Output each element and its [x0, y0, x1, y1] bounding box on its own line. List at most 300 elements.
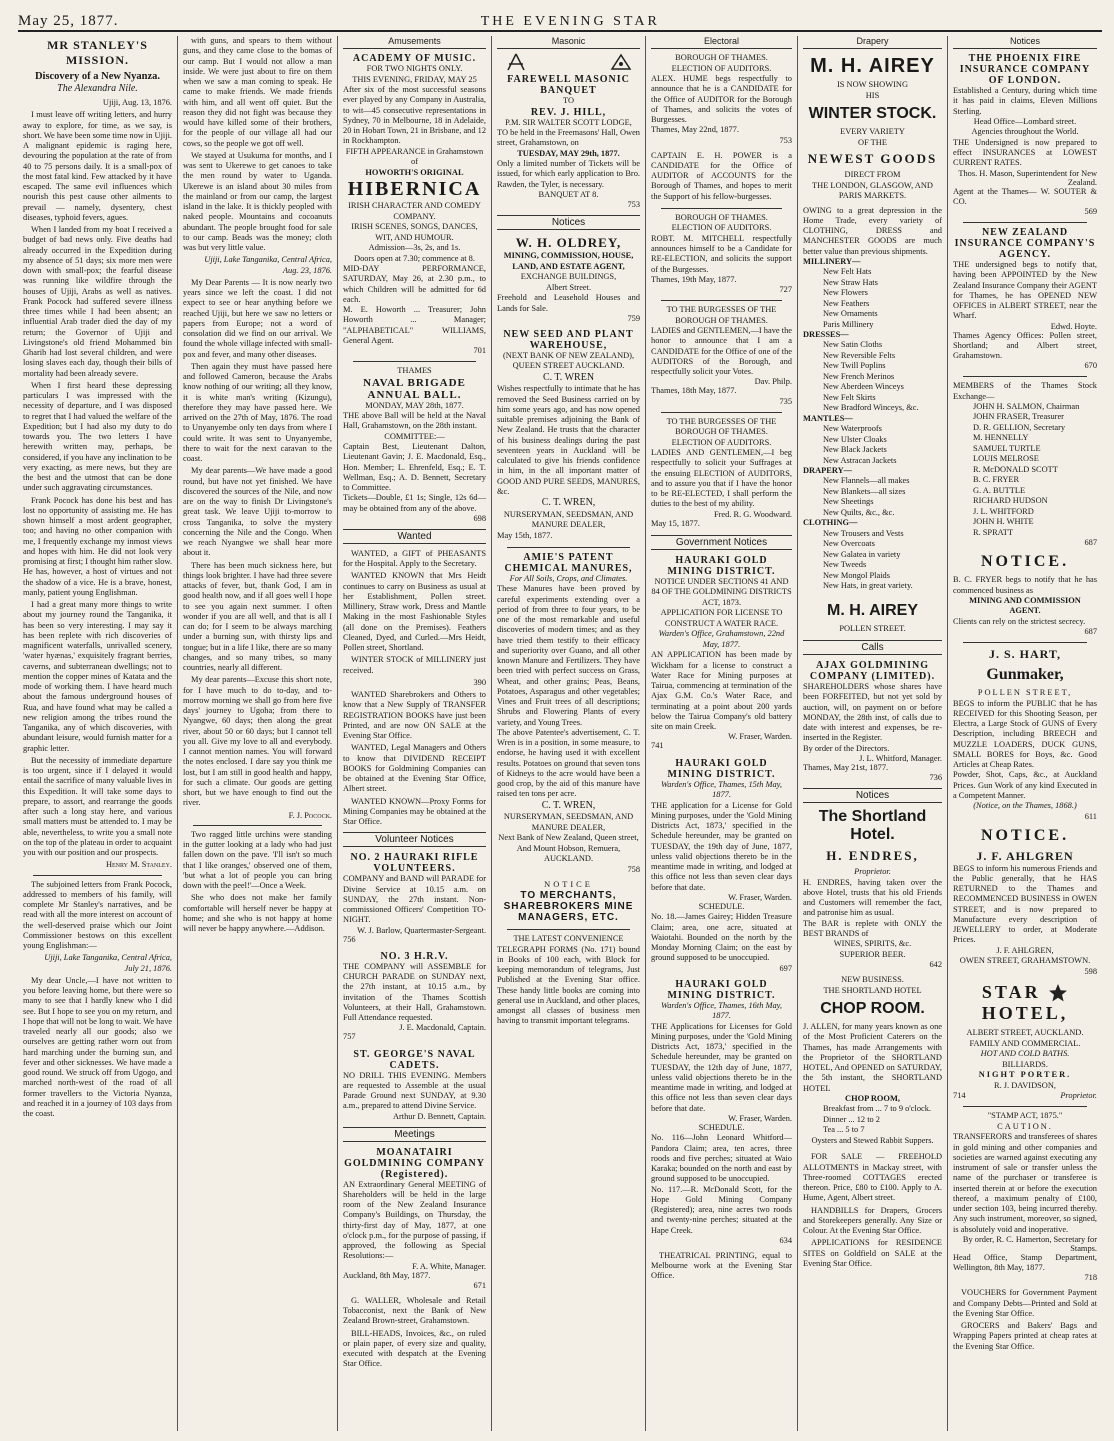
chop-room-ad — [803, 975, 942, 1146]
ad-line: Admission—3s, 2s, and 1s. — [368, 243, 461, 252]
category-heading: MANTLES— — [803, 413, 853, 423]
ad-signature: Dav. Philp. — [754, 377, 792, 387]
list-item: New Flowers — [823, 288, 868, 297]
ad-line: MONDAY, MAY 28th, 1877. — [365, 400, 464, 410]
ad-number: 701 — [473, 346, 486, 355]
ad-line: TUESDAY, MAY 29th, 1877. — [517, 148, 620, 158]
ad-signature: W. Fraser, Warden. — [728, 1113, 792, 1123]
ad-body: Thames Agency Offices: Pollen street, Shortland; and Albert street, Grahamstown. — [953, 330, 1097, 360]
ad-title: ACADEMY OF MUSIC. — [352, 53, 477, 64]
list-item: R. SPRATT — [973, 527, 1014, 537]
list-item: New Reversible Felts — [823, 350, 896, 360]
divider — [661, 412, 782, 413]
masthead-title: THE EVENING STAR — [480, 14, 660, 29]
column-6-drapery — [798, 36, 948, 1431]
ad-line: OF THE — [858, 137, 887, 147]
ad-body: H. ENDRES, having taken over the above Hotel, trusts that his old Friends and Customers will remember the fact, and patronise him as usual. — [803, 877, 942, 918]
ad-title: MOANATAIRI GOLDMINING COMPANY (Registered). — [344, 1146, 485, 1180]
ad-line: Head Office—Lombard street. — [973, 116, 1077, 126]
column-3-amusements — [338, 36, 492, 1431]
ad-signature: W. J. Barlow, Quartermaster-Sergeant. — [357, 925, 486, 935]
ad-line: OWEN STREET, GRAHAMSTOWN. — [959, 956, 1091, 965]
ad-body: LADIES and GENTLEMEN,—I have the honor to announce that I am a CANDIDATE for the Office of one of the AUDITORS of the Borough, and respectfully solicit your Votes. — [651, 326, 792, 376]
nz-insurance-ad — [953, 227, 1097, 370]
mining-license-notice-2 — [651, 979, 792, 1245]
ad-line: (NEXT BANK OF NEW ZEALAND), QUEEN STREET AUCKLAND. — [502, 350, 635, 371]
ad-title: NEW SEED AND PLANT WAREHOUSE, — [503, 328, 634, 351]
ad-title: FAREWELL MASONIC BANQUET — [507, 74, 630, 96]
ad-line: P.M. SIR WALTER SCOTT LODGE, — [505, 117, 632, 127]
divider — [661, 300, 782, 301]
ad-line: ELECTION OF AUDITORS. — [671, 223, 772, 233]
ad-line: J. F. AHLGREN, — [996, 945, 1054, 955]
ad-headline — [953, 982, 1097, 1025]
article-paragraph: Then again they must have passed here and followed Cameron, because the Arabs know nothing of our writing; all they know, it is white man's writing (Kizungu), therefore they may have passed here. We arrived on the 27th of May, 1876. The road to Unyanyembe only ten days from where I could write. It was sent to Unyanyembe, there to wait for the next caravan to the coast. — [183, 361, 332, 463]
list-item: M. HENNELLY — [973, 433, 1029, 443]
ad-number: 598 — [1084, 966, 1097, 976]
ad-title: NO. 3 H.R.V. — [380, 950, 449, 962]
article-paragraph: When I first heard these depressing particulars I was impressed with the necessity of departure, and I was disposed to regret that I had valued the welfare of the Expedition; but I had also my duty to do towards you. The two letters I have herewith written may, perhaps, be considered, if you have any inclination to be very exacting, as mere news, but they are the best and the utmost that can be done under such aggravating circumstances. — [23, 380, 172, 493]
ad-line: "STAMP ACT, 1875." — [987, 1111, 1063, 1121]
letter-dateline: Ujiji, Lake Tanganika, Central Africa, July 21, 1876. — [44, 953, 172, 973]
ad-line: CHOP ROOM, — [845, 1093, 900, 1103]
ad-number: 753 — [779, 135, 792, 145]
ad-headline: CHOP ROOM. — [820, 1000, 925, 1017]
list-item: New Flannels—all makes — [823, 476, 910, 486]
fryer-ad — [953, 575, 1097, 636]
list-item: New French Merinos — [823, 371, 895, 381]
ad-title: NEW ZEALAND INSURANCE COMPANY'S AGENCY. — [954, 227, 1096, 260]
waller-ad: G. WALLER, Wholesale and Retail Tobacconist, next the Bank of New Zealand Brown-street, Grahamstown. — [343, 1295, 486, 1326]
ad-body: B. C. FRYER begs to notify that he has commenced business as — [953, 575, 1097, 595]
ad-line: FAMILY AND COMMERCIAL. — [969, 1038, 1081, 1048]
ad-body: The above Patentee's advertisement, C. T. Wren is in a position, in some measure, to endorse, he having used it with excellent results. Potatoes on ground that seven tons of Kidneys to the acre would have been a good crop, by the aid of this manure have raised ten tons per acre. — [497, 727, 640, 799]
ad-line: EXCHANGE BUILDINGS, — [520, 272, 617, 282]
ad-line: POLLEN STREET, — [977, 688, 1073, 697]
list-item: JOHN H. WHITE — [973, 517, 1034, 527]
stamp-act-ad — [953, 1111, 1097, 1282]
list-item: SAMUEL TURTLE — [973, 443, 1041, 453]
list-item: New Ulster Cloaks — [823, 434, 887, 444]
ad-body: MEMBERS of the Thames Stock Exchange— — [953, 381, 1097, 401]
ad-signature: Thos. H. Mason, Superintendent for New Zealand. — [958, 168, 1097, 187]
list-item: New Trousers and Vests — [823, 528, 904, 538]
ad-headline-hibernica: HIBERNICA — [347, 178, 482, 200]
ad-line: R. J. DAVIDSON, — [994, 1080, 1056, 1090]
category-heading: DRAPERY— — [803, 466, 853, 475]
water-race-notice — [651, 555, 792, 752]
philp-auditor-ad — [651, 305, 792, 406]
list-item: RICHARD HUDSON — [973, 496, 1048, 506]
masthead-date: May 25, 1877. — [18, 13, 119, 29]
power-auditor-ad — [651, 151, 792, 202]
ad-number: 757 — [343, 1032, 356, 1042]
ad-title: AMIE'S PATENT CHEMICAL MANURES, — [504, 551, 633, 574]
article-paragraph: My Dear Parents — It is now nearly two years since we left the coast. I did not expect to see or hear anything before we reached Ujiji, but here we saw no letters or papers from Europe; not a word of consolation did we find on our arrival. We found the whole village infected with small-pox and fever, and many other diseases. — [183, 277, 332, 359]
list-item: D. R. GELLION, Secretary — [973, 422, 1066, 432]
column-7-notices — [948, 36, 1102, 1431]
square-compass-icon — [505, 53, 527, 71]
ad-line: IRISH SCENES, SONGS, DANCES, WIT, AND HUMOUR. — [351, 222, 478, 242]
ad-number: 698 — [473, 513, 486, 523]
ad-body: MID-DAY PERFORMANCE, SATURDAY, May 26, at 2.30 p.m., to which Children will be admitted for 6d each. — [343, 264, 486, 304]
ad-title: J. F. AHLGREN — [976, 848, 1074, 863]
ad-line: BOROUGH OF THAMES. — [675, 53, 768, 62]
ad-title: HAURAKI GOLD MINING DISTRICT. — [667, 978, 776, 1001]
section-head-volunteer: Volunteer Notices — [343, 832, 486, 847]
article-paragraph: My dear parents—We have made a good round, but have not yet finished. We have discovered the sources of the Nile, and now are on the way to finish Dr Livingstone's great task. We leave Ujiji to-morrow to cross Tanganika, to solve the mystery concerning the Nile and the Congo. When we reach Nyangwe we shall hear more about it. — [183, 466, 332, 558]
ad-line: COMMITTEE:— — [384, 431, 445, 441]
section-head-drapery: Drapery — [803, 36, 942, 49]
applications-ad: APPLICATIONS for RESIDENCE SITES on Goldfield on SALE at the Evening Star Office. — [803, 1238, 942, 1268]
list-item: New Quilts, &c., &c. — [823, 507, 895, 517]
ad-line: ELECTION OF AUDITORS. — [671, 437, 772, 447]
ad-line: TO THE BURGESSES OF THE BOROUGH OF THAMES. — [666, 305, 777, 325]
ad-line: Next Bank of New Zealand, Queen street, And Mount Hobson, Remuera, AUCKLAND. — [498, 833, 639, 863]
star-hotel-right: HOTEL, — [981, 1003, 1069, 1024]
ad-body: Agent at the Thames— W. SOUTER & CO. — [953, 186, 1097, 206]
list-item: New Feathers — [823, 298, 870, 308]
filler-paragraph: She who does not make her family comfortable will herself never be happy at home; and she who is not happy at home will never be happy anywhere.—Addison. — [183, 893, 332, 933]
hrv-ad — [343, 951, 486, 1043]
ad-body: THE COMPANY will ASSEMBLE for CHURCH PARADE on SUNDAY next, the 27th instant, at 10.15 a.m., by invitation of the Thames Scottish Volunteers, at their Hall, Grahamstown. Full Attendance requested. — [343, 961, 486, 1022]
ad-line: C. T. WREN, — [541, 497, 596, 508]
ad-line: HOT AND COLD BATHS. — [980, 1049, 1070, 1059]
ad-date: Thames, May 22nd, 1877. — [651, 125, 739, 135]
article-paragraph: Frank Pocock has done his best and has lost no opportunity of assisting me. He has shown himself a most ardent geographer, too; and having no other companion with me, I frequently exchange my inmost views and hopes with him. He did not look very promising at first; I thought him rather slow. He has, however, a host of virtues and not the shadow of a vice. He is a brave, honest, manly, patient young Englishman. — [23, 495, 172, 597]
letter-dateline: Ujiji, Lake Tanganika, Central Africa, Aug. 23, 1876. — [204, 255, 332, 275]
merchants-notice-ad — [497, 880, 640, 924]
ad-line: Warden's Office, Thames, 16th May, 1877. — [661, 1000, 782, 1020]
ad-body: THE application for a License for Gold Mining purposes, under the 'Gold Mining Districts Act, 1873,' specified in the Schedule hereunder, may be granted on TUESDAY, the 19th day of June, 1877, unless valid objections thereto be in the meantime made in writing, and lodged at this office not less than seven clear days before that date. — [651, 800, 792, 892]
ad-number: 697 — [779, 963, 792, 973]
ad-date: May 15th, 1877. — [497, 530, 553, 540]
ad-body: No. 116—John Leonard Whitford—Pandora Claim; area, ten acres, three roods and five perches; situated at Waio Karaka; bounded on the north and east by ground supposed to be unoccupied. — [651, 1133, 792, 1184]
ad-line: APPLICATION FOR LICENSE TO CONSTRUCT A WATER RACE. — [660, 608, 783, 628]
ad-title: NO. 2 HAURAKI RIFLE VOLUNTEERS. — [350, 852, 479, 875]
ad-signature: F. A. White, Manager. — [412, 1261, 486, 1271]
ad-line: Albert Street. — [545, 282, 592, 292]
ad-signature: J. E. Macdonald, Captain. — [399, 1023, 486, 1033]
ad-body: OWING to a great depression in the Home Trade, every variety of CLOTHING, DRESS and MANCHESTER GOODS are much better value than previous shipments. — [803, 205, 942, 256]
ad-body: Freehold and Leasehold Houses and Lands for Sale. — [497, 293, 640, 313]
notice-heading: NOTICE. — [980, 553, 1070, 571]
ad-line: TO — [562, 96, 574, 105]
list-item: New Tweeds — [823, 560, 867, 569]
list-item: New Black Jackets — [823, 445, 887, 454]
newspaper-page — [18, 6, 1102, 1436]
list-item: New Overcoats — [823, 539, 875, 548]
ad-line: NURSERYMAN, SEEDSMAN, AND MANURE DEALER, — [503, 812, 634, 832]
ad-line: NEW BUSINESS. — [841, 975, 904, 984]
ad-title: THE PHOENIX FIRE INSURANCE COMPANY OF LONDON. — [959, 53, 1091, 86]
ad-headline: NEWEST GOODS — [807, 151, 938, 166]
ad-body: TELEGRAPH FORMS (No. 171) bound in Books of 100 each, with Block for keeping memorandum of telegrams, Just Published at the Evening Star office. These handy little books are coming into general use in Auckland, and other places, amongst all classes of business men having to transmit important telegrams. — [497, 944, 640, 1026]
divider — [507, 929, 630, 930]
ad-number: 687 — [1084, 627, 1097, 636]
ad-date: Auckland, 8th May, 1877. — [343, 1270, 431, 1280]
article-dateline: Ujiji, Aug. 13, 1876. — [102, 98, 172, 107]
wanted-ad: WINTER STOCK of MILLINERY just received. — [343, 655, 486, 675]
wanted-ad: WANTED, Legal Managers and Others to know that DIVIDEND RECEIPT BOOKS for Goldmining Companies can be obtained at the Evening Star Office, Albert street. — [343, 743, 486, 794]
ad-line: POLLEN STREET. — [839, 623, 906, 633]
column-1-stanley — [18, 36, 178, 1431]
mitchell-auditor-ad — [651, 213, 792, 294]
list-item: Tea ... 5 to 7 — [823, 1125, 865, 1135]
article-paragraph: We stayed at Usukuma for months, and I was sent to Ukerewe to get canoes to take the men round by water to Uganda. Ukerewe is an island about 30 miles from the mainland or from our camp, the largest island in the lake. It is thickly peopled with naked people. Mountains and cocoanuts abundant. The people brought food for sale to our camp. Beads was the money; cloth was but very little value. — [183, 150, 332, 252]
sale-ad: FOR SALE — FREEHOLD ALLOTMENTS in Mackay street, with Three-roomed COTTAGES erected thereon. Price, £80 to £100. Apply to A. Hume, Agent, Albert street. — [803, 1152, 942, 1203]
ad-line: C. T. WREN — [542, 371, 595, 383]
ad-body: The BAR is replete with ONLY the BEST BRANDS of — [803, 918, 942, 938]
ad-headline: WINTER STOCK. — [808, 105, 937, 122]
ad-line: ELECTION OF AUDITORS. — [671, 63, 772, 73]
section-head-wanted: Wanted — [343, 529, 486, 544]
ad-body: SHAREHOLDERS whose shares have been FORFEITED, but not yet sold by auction, will, on payment on or before MONDAY, the 28th inst, of calls due to date with interest and expenses, be re-inserted in the Register. — [803, 682, 942, 743]
divider — [353, 361, 476, 362]
ad-line: SUPERIOR BEER. — [839, 949, 906, 959]
ad-line: Proprietor. — [854, 867, 891, 876]
ad-line: SCHEDULE. — [698, 1122, 745, 1132]
academy-ad — [343, 53, 486, 355]
list-item: B. C. FRYER — [973, 475, 1020, 485]
ad-signature: Fred. R. G. Woodward. — [713, 509, 792, 519]
ad-number: 741 — [651, 741, 664, 751]
ad-line: NOTICE — [544, 879, 593, 889]
dresses-list — [803, 340, 942, 414]
masthead — [18, 6, 1102, 32]
ad-body: NO DRILL THIS EVENING. Members are requested to Assemble at the usual Parade Ground next SUNDAY, at 9.30 a.m., prepared to attend Divine Service. — [343, 1070, 486, 1111]
ad-body: COMPANY and BAND will PARADE for Divine Service at 10.15 a.m. on SUNDAY, the 27th instant. Non-commissioned Officers' Competition TO-NIGHT. — [343, 874, 486, 925]
ad-body: BEGS to inform the PUBLIC that he has RECEIVED for this Shooting Season, per Electra, a Large Stock of GUNS of Every Description, including BREECH and MUZZLE LOADERS, DUCK GUNS, SMALL BORES for Boys, &c. Good Articles at Cheap Rates. — [953, 698, 1097, 769]
wanted-ad: WANTED KNOWN that Mrs Heidt continues to carry on Business as usual at her Establishment, Pollen street. Millinery, Straw work, Dress and Mantle Making in the most Fashionable Styles (all done on the Premises). Feathers Cleaned, Dyed, and Curled.—Mrs Heidt, Pollen street, Shortland. — [343, 571, 486, 652]
ad-body: No. 18.—James Gairey; Hidden Treasure Claim; area, one acre, situated at Waiotahi. Bounded on the north by the Monday Morning Claim; on the east by ground supposed to be unoccupied. — [651, 912, 792, 963]
category-heading: CLOTHING— — [803, 518, 858, 528]
list-item: New Satin Cloths — [823, 340, 883, 350]
divider — [193, 825, 322, 826]
wanted-ad: WANTED, a GIFT of PHEASANTS for the Hospital. Apply to the Secretary. — [343, 548, 486, 568]
ad-body: Tickets—Double, £1 1s; Single, 12s 6d—may be obtained from any of the above. — [343, 493, 486, 513]
ad-number: 753 — [627, 200, 640, 210]
millinery-list — [803, 267, 942, 330]
ad-body: THE above Ball will be held at the Naval Hall, Grahamstown, on the 28th instant. — [343, 411, 486, 431]
category-heading: DRESSES— — [803, 330, 849, 339]
ad-line: Proprietor. — [1060, 1091, 1097, 1101]
list-item: R. McDONALD SCOTT — [973, 464, 1058, 474]
ad-body: Clients can rely on the strictest secrecy. — [953, 616, 1086, 626]
ahlgren-ad — [953, 849, 1097, 976]
ad-number: 642 — [929, 960, 942, 969]
ad-number: 670 — [1084, 361, 1097, 371]
ad-line: Doors open at 7.30; commence at 8. — [354, 253, 475, 263]
list-item: New Astracan Jackets — [823, 455, 897, 465]
ad-line: BILLIARDS. — [1002, 1059, 1048, 1069]
ad-line: SCHEDULE. — [698, 901, 745, 911]
ad-line: FOR TWO NIGHTS ONLY. — [366, 64, 463, 73]
divider — [963, 376, 1087, 377]
article-subtitle: Discovery of a New Nyanza. — [34, 71, 161, 82]
ad-number: 718 — [1084, 1273, 1097, 1283]
list-item: G. A. BUTTLE — [973, 485, 1026, 495]
ad-line: NOTICE UNDER SECTIONS 41 AND 84 OF THE GOLDMINING DISTRICTS ACT, 1873. — [651, 576, 792, 607]
ad-number: 671 — [473, 1280, 486, 1290]
ad-title: HAURAKI GOLD MINING DISTRICT. — [667, 554, 776, 577]
ad-body: AN APPLICATION has been made by Wickham for a license to construct a Water Race for Mining purposes at Tairua, commencing at termination of the Ajax G.M. Co.'s Water Race, and terminating at a point about 200 yards below the Tairua Company's old battery site on main Creek. — [651, 650, 792, 731]
ad-line: For All Soils, Crops, and Climates. — [509, 573, 628, 583]
ad-body: Wishes respectfully to intimate that he has removed the Seed Business carried on by him some years ago, and has now opened suitable premises adjoining the Bank of New Zealand. He trusts that the character of his business dealings during the past seventeen years in Auckland will be calculated to give his friends confidence in him, in the all important matter of GOOD AND PURE SEEDS, MANURES, &c. — [497, 384, 640, 496]
ad-headline: M. H. AIREY — [810, 55, 935, 77]
article-paragraph: I had a great many more things to write about my journey round the Tanganika, it has been so very interesting. I may say it has been replete with rich discoveries of magnificent waterfalls, unrivalled scenery, 'water hyænas,' exquisitely fragrant berries, caverns, and subterranean dwellings; not to mention the copper mines of Katata and the mode of working them. I have heard much about the famous underground houses of Rua, and have found what may be called a new religion among the tribes round the Tanganika, any of which discoveries, with abundant leisure, would furnish matter for a graphic letter. — [23, 600, 172, 753]
ad-body: By order of the Directors. — [803, 743, 890, 753]
ad-number: 758 — [627, 864, 640, 874]
ad-title: AJAX GOLDMINING COMPANY (LIMITED). — [809, 660, 936, 682]
ad-line: (Notice, on the Thames, 1868.) — [973, 801, 1077, 810]
divider — [661, 208, 782, 209]
article-paragraph: There has been much sickness here, but things look brighter. I have had three severe attacks of fever, but, thank God, I am in good health now, and if all goes well I hope to see you again next summer. I often wonder if you are all well, and that is all I can do; for I seem to be always marching under a burning sun, with thirsty lips and tongue; but in a life I like, there are so many changes, and so many tribes, so many countries, nearly all different. — [183, 560, 332, 672]
ad-line: EVERY VARIETY — [840, 127, 905, 136]
ad-line: CAUTION. — [997, 1121, 1053, 1131]
star-icon — [1048, 983, 1068, 1003]
list-item: New Felt Hats — [823, 267, 872, 276]
section-head-government: Government Notices — [651, 535, 792, 550]
ad-body: J. ALLEN, for many years known as one of the Most Proficient Caterers on the Thames, has made Arrangements with the Proprietor of the SHORTLAND HOTEL, And OPENED on SATURDAY, the 5th instant, the SHORTLAND HOTEL — [803, 1022, 942, 1093]
ad-body: ALEX. HUME begs respectfully to announce that he is a CANDIDATE for the Office of AUDITOR for the Borough of Thames, and solicits the votes of Burgesses. — [651, 74, 792, 124]
ad-body: TRANSFERORS and transferees of shares in gold mining and other companies and societies are warned against executing any instrument of sale or transfer unless the name of the purchaser or transferee is inserted therein at or before the execution thereof, a maximum penalty of £100, under section 103, being incurred thereby. Any such instrument, moreover, so signed, is absolutely void and inoperative. — [953, 1132, 1097, 1234]
hume-auditor-ad — [651, 53, 792, 145]
ad-line: NURSERYMAN, SEEDSMAN, AND MANURE DEALER, — [503, 509, 634, 529]
article-paragraph: with guns, and spears to them without guns, and they came close to the bomas of our camp. But I would not allow a man inside. We were just about to fire on them when we saw a man coming to speak. He came to make friends. We made friends with him, and all went off quiet. But the reason they did not fight was because they would have killed some of their brothers, for the people of our village all had our cows, so the people we got off well. — [183, 36, 332, 148]
ad-title: J. S. HART, — [988, 647, 1062, 661]
ad-body: THE Undersigned is now prepared to effect INSURANCES at LOWEST CURRENT RATES. — [953, 137, 1097, 168]
ad-date: Thames, 19th May, 1877. — [651, 274, 737, 284]
mining-license-notice-1 — [651, 758, 792, 973]
list-item: Paris Millinery — [823, 319, 874, 329]
ad-line: REV. J. HILL, — [530, 106, 607, 118]
ad-line: H. ENDRES, — [826, 848, 919, 863]
stock-exchange-ad — [953, 381, 1097, 547]
star-hotel-left: STAR — [981, 981, 1041, 1002]
divider — [507, 547, 630, 548]
billheads-ad: BILL-HEADS, Invoices, &c., on ruled or plain paper, of every size and quality, executed with despatch at the Evening Star Office. — [343, 1328, 486, 1369]
ad-line: ALBERT STREET, AUCKLAND. — [966, 1028, 1084, 1038]
list-item: JOHN H. SALMON, Chairman — [973, 401, 1080, 411]
ad-body: After six of the most successful seasons ever played by any Company in Australia, to wit—45 consecutive representations in Sydney, 70 in Melbourne, 18 in Adelaide, 20 in Hobart Town, 21 in Brisbane, and 12 in Rockhampton. — [343, 85, 487, 146]
ad-number: 687 — [1084, 538, 1097, 548]
theatrical-printing-ad: THEATRICAL PRINTING, equal to Melbourne work at the Evening Star Office. — [651, 1250, 792, 1281]
article-paragraph: My dear Uncle,—I have not written to you before leaving home, but there were so many to see that I hardly knew who I did see. But I hope to see you on my return, and I hope that will not be long to wait. We have traveled nearly all our goods; also we ourselves are getting rather worn out from hard marching under the burning sun, and fever and other sicknesses. We have made a good round. We struck off from Ugogo, and marched north-west of the road of all former travellers to the Victoria Nyanza, and reached it in a journey of 103 days from the coast. — [23, 975, 172, 1118]
list-item: New Ornaments — [823, 309, 878, 318]
list-item: New Hats, in great variety. — [823, 581, 913, 590]
notice-heading: NOTICE. — [980, 826, 1070, 844]
column-2-pocock — [178, 36, 338, 1431]
ad-line: IS NOW SHOWING — [836, 80, 909, 89]
section-head-notices: Notices — [953, 36, 1097, 49]
ad-signature: W. Fraser, Warden. — [728, 732, 792, 742]
moanataiari-ad — [343, 1147, 486, 1290]
woodward-auditor-ad — [651, 417, 792, 529]
ad-line: HOWORTH'S ORIGINAL — [365, 167, 464, 177]
list-item: New Blankets—all sizes — [823, 486, 906, 496]
ad-line: THE SHORTLAND HOTEL — [823, 985, 922, 995]
article-paragraph: My dear parents—Excuse this short note, for I have much to do to-day, and to-morrow morning we shall go from here five days' journey to Ugoha; from there to Nyangwe, 60 days; then along the great river, about 50 or 60 days; but I cannot tell you all. Give my love to all and everybody. I cannot mention names. You will forward the notes enclosed. I dare say you think me lost, but I am still in good health and happy, for such a climate. Our goods are getting short, but we have enough to find out the river. — [183, 675, 332, 808]
ad-line: WINES, SPIRITS, &c. — [833, 939, 912, 948]
list-item: J. L. WHITFORD — [973, 506, 1034, 516]
ad-number: 735 — [779, 396, 792, 406]
ad-line: MINING, COMMISSION, HOUSE, LAND, AND ESTATE AGENT, — [503, 251, 634, 271]
column-5-electoral — [646, 36, 798, 1431]
list-item: New Straw Hats — [823, 277, 878, 287]
ad-line: MINING AND COMMISSION AGENT. — [969, 595, 1081, 616]
handbills-ad: HANDBILLS for Drapers, Grocers and Storekeepers generally. Any Size or Colour. At the Evening Star Office. — [803, 1205, 942, 1235]
ad-number: 634 — [779, 1235, 792, 1245]
ad-body: THE undersigned begs to notify that, having been APPOINTED by the New Zealand Insurance Company their AGENT for Thames, he has OPENED NEW OFFICES in ALBERT STREET, near the Wharf. — [953, 260, 1097, 321]
category-heading: MILLINERY— — [803, 256, 861, 266]
ad-line: Warden's Office, Thames, 15th May, 1877. — [661, 779, 782, 799]
ad-body: M. E. Howorth ... Treasurer; John Howorth ... Manager; "ALPHABETICAL" WILLIAMS, General Agent. — [343, 305, 486, 345]
ad-line: THAMES — [397, 366, 432, 375]
ad-line: TO THE BURGESSES OF THE BOROUGH OF THAMES. — [666, 416, 777, 436]
article-signature: Henry M. Stanley. — [105, 860, 172, 870]
ad-number: 756 — [343, 934, 356, 944]
ad-body: CAPTAIN E. H. POWER is a CANDIDATE for the Office of AUDITOR of ACCOUNTS for the Borough of Thames, and hopes to merit the Support of his fellow-burgesses. — [651, 150, 792, 201]
ad-headline: M. H. AIREY — [827, 601, 918, 619]
ad-body: Captain Best, Lieutenant Dalton, Lieutenant Gavin; J. E. Macdonald, Esq., Hon. Member; L. Ehrenfeld, Esq.; E. T. Wellman, Esq.; A. D. Bennett, Secretary to Committee. — [343, 442, 486, 492]
clothing-list — [803, 529, 942, 592]
ad-body: THE Applications for Licenses for Gold Mining purposes, under the 'Gold Mining Districts Act, 1873,' specified in the Schedule hereunder, may be granted on TUESDAY, the 12th day of June, 1877, unless valid objections thereto be in the meantime made in writing, and lodged at this office not less than seven clear days before that date. — [651, 1021, 792, 1113]
list-item: New Galatea in variety — [823, 549, 901, 559]
ad-body: Head Office, Stamp Department, Wellington, 8th May, 1877. — [953, 1252, 1097, 1273]
ad-body: ROBT. M. MITCHELL respectfully announces himself to be a Candidate for RE-ELECTION, and solicits the support of the Burgesses. — [651, 233, 792, 274]
ad-title: NAVAL BRIGADE ANNUAL BALL. — [363, 376, 466, 401]
compass-emblem-icon — [610, 53, 632, 71]
ad-title: ST. GEORGE'S NAVAL CADETS. — [353, 1048, 476, 1071]
ad-headline: The Shortland Hotel. — [818, 808, 927, 843]
hart-gunmaker-ad — [953, 647, 1097, 821]
oldrey-ad — [497, 235, 640, 323]
ad-title: W. H. OLDREY, — [515, 235, 622, 251]
list-item: Breakfast from ... 7 to 9 o'clock. — [823, 1104, 932, 1114]
list-item: JOHN FRASER, Treasurer — [973, 412, 1064, 422]
ad-footer — [953, 1091, 1097, 1100]
ad-line: DIRECT FROM — [844, 170, 901, 179]
list-item: New Twill Poplins — [823, 361, 886, 371]
telegraph-forms-ad — [497, 934, 640, 1027]
ad-title: HAURAKI GOLD MINING DISTRICT. — [667, 757, 776, 780]
article-title: MR STANLEY'S MISSION. — [47, 38, 148, 67]
ad-date: May 15, 1877. — [651, 518, 700, 528]
filler-paragraph: Two ragged little urchins were standing in the gutter looking at a lady who had just fallen down on the pave. 'I'll isn't so much that I like oranges,' observed one of them, 'but what a lot of people you can bring down with the peel!'—Once a Week. — [183, 829, 332, 890]
ad-signature: Edwd. Hoyte. — [1050, 321, 1097, 331]
ad-number: 611 — [1084, 811, 1097, 821]
list-item: New Mongol Plaids — [823, 570, 890, 580]
divider — [33, 875, 162, 876]
list-item: New Bradford Winceys, &c. — [823, 403, 919, 413]
cadets-ad — [343, 1049, 486, 1121]
ad-line: BANQUET AT 8. — [538, 189, 599, 199]
article-paragraph: The subjoined letters from Frank Pocock, addressed to members of his family, will complete Mr Stanley's narratives, and be read with all the more interest on account of the well-deserved praise which our Joint Commissioner bestows on this excellent young Englishman:— — [23, 879, 172, 950]
mantles-list — [803, 424, 942, 466]
section-head-masonic: Masonic — [497, 36, 640, 49]
ad-signature: J. L. Whitford, Manager. — [859, 753, 942, 763]
wanted-ad: WANTED KNOWN—Proxy Forms for Mining Companies may be obtained at the Star Office. — [343, 796, 486, 826]
list-item: LOUIS MELROSE — [973, 454, 1039, 464]
star-hotel-ad — [953, 982, 1097, 1101]
article-paragraph: When I landed from my boat I received a budget of bad news only. Five deaths had already occurred in the Expedition during my absence of 51 days; six more men were down with small-pox; the fearful disease was running like wildfire through the houses of Ujiji, Arabs as well as natives. Frank Pocock had suffered severe illness three times while I had been absent; an influential Arab trader died the day of my return; the Governor of Ujiji and Livingstone's old friend Mohammed bin Gharib had lost several children, and were losing slaves each day, though their bills of mortality had been already severe. — [23, 225, 172, 378]
ad-number: 736 — [929, 773, 942, 782]
section-head-meetings: Meetings — [343, 1127, 486, 1142]
ad-headline: Gunmaker, — [986, 666, 1064, 683]
ad-signature: By order, R. C. Hamerton, Secretary for Stamps. — [962, 1234, 1097, 1253]
ad-line: C. T. WREN, — [541, 799, 596, 811]
